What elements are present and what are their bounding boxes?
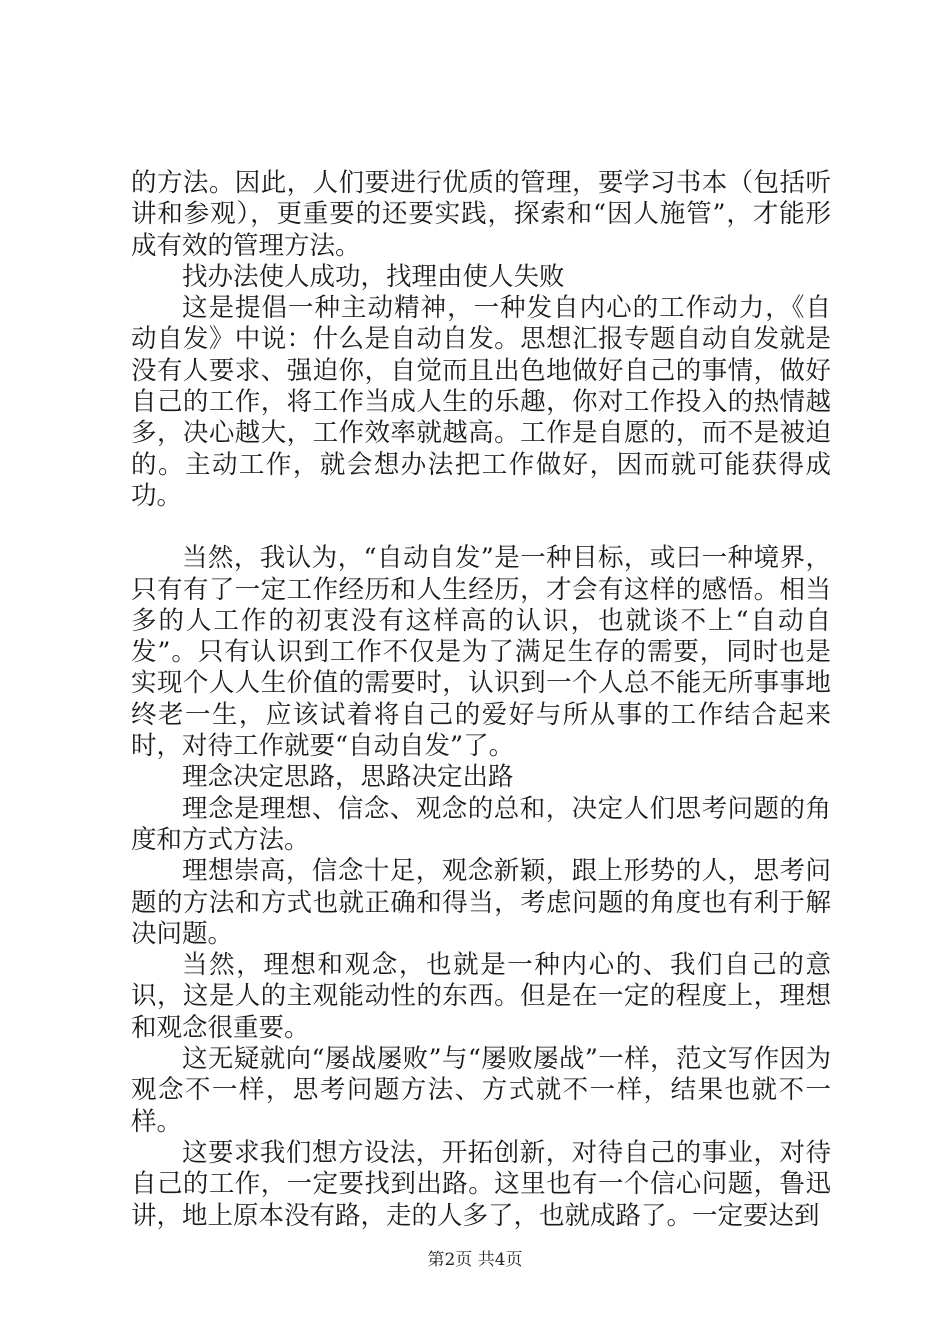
page-number: 第2页 共4页 <box>427 1250 523 1270</box>
paragraph-5: 当然，理想和观念，也就是一种内心的、我们自己的意识，这是人的主观能动性的东西。但是在一定的程度上，理想和观念很重要。 <box>131 950 831 1043</box>
document-body <box>131 168 831 1232</box>
paragraph-1: 这是提倡一种主动精神，一种发自内心的工作动力，《自动自发》中说：什么是自动自发。思想汇报专题自动自发就是没有人要求、强迫你，自觉而且出色地做好自己的事情，做好自己的工作，将工作当成人生的乐趣，你对工作投入的热情越多，决心越大，工作效率就越高。工作是自愿的，而不是被迫的。主动工作，就会想办法把工作做好，因而就可能获得成功。 <box>131 293 831 511</box>
paragraph-6: 这无疑就向“屡战屡败”与“屡败屡战”一样，范文写作因为观念不一样，思考问题方法、方式就不一样，结果也就不一样。 <box>131 1044 831 1137</box>
paragraph-continued: 的方法。因此，人们要进行优质的管理，要学习书本（包括听讲和参观），更重要的还要实践，探索和“因人施管”，才能形成有效的管理方法。 <box>131 168 831 261</box>
paragraph-2: 当然，我认为，“自动自发”是一种目标，或曰一种境界，只有有了一定工作经历和人生经历，才会有这样的感悟。相当多的人工作的初衷没有这样高的认识，也就谈不上“自动自发”。只有认识到工作不仅是为了满足生存的需要，同时也是实现个人人生价值的需要时，认识到一个人总不能无所事事地终老一生，应该试着将自己的爱好与所从事的工作结合起来时，对待工作就要“自动自发”了。 <box>131 543 831 762</box>
paragraph-3: 理念是理想、信念、观念的总和，决定人们思考问题的角度和方式方法。 <box>131 793 831 855</box>
paragraph-gap <box>131 512 831 543</box>
page-footer <box>0 1245 950 1270</box>
paragraph-4: 理想崇高，信念十足，观念新颖，跟上形势的人，思考问题的方法和方式也就正确和得当，考虑问题的角度也有利于解决问题。 <box>131 856 831 949</box>
section-heading-2: 理念决定思路，思路决定出路 <box>182 762 514 793</box>
section-heading-1: 找办法使人成功，找理由使人失败 <box>182 261 565 292</box>
paragraph-7: 这要求我们想方设法，开拓创新，对待自己的事业，对待自己的工作，一定要找到出路。这里也有一个信心问题，鲁迅讲，地上原本没有路，走的人多了，也就成路了。一定要达到 <box>131 1137 831 1231</box>
